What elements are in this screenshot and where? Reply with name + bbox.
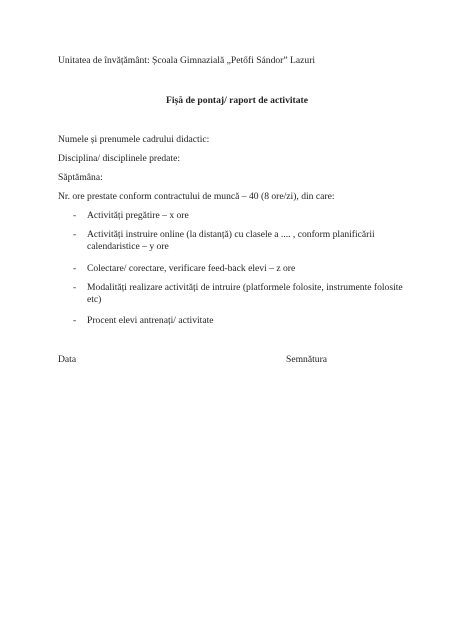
list-item-text: Procent elevi antrenați/ activitate — [87, 315, 214, 326]
bullet-dash: - — [73, 210, 77, 221]
signature-label: Semnătura — [286, 354, 328, 365]
field-hours: Nr. ore prestate conform contractului de muncă – 40 (8 ore/zi), din care: — [58, 191, 335, 202]
field-teacher-name: Numele și prenumele cadrului didactic: — [58, 134, 210, 145]
bullet-dash: - — [73, 282, 77, 293]
date-label: Data — [58, 354, 77, 365]
bullet-dash: - — [73, 315, 77, 326]
list-item-text: Activități pregătire – x ore — [87, 210, 189, 221]
list-item-text: Activități instruire online (la distanță) cu clasele a .... , conform planificării calendaristice – y ore — [87, 229, 375, 252]
list-item-text: Modalități realizare activități de intruire (platformele folosite, instrumente folosite etc) — [87, 282, 403, 305]
bullet-dash: - — [73, 229, 77, 240]
bullet-dash: - — [73, 263, 77, 274]
field-week: Săptămâna: — [58, 172, 103, 183]
school-line: Unitatea de învățământ: Școala Gimnazială „Petőfi Sándor” Lazuri — [58, 55, 316, 66]
list-item-text: Colectare/ corectare, verificare feed-back elevi – z ore — [87, 263, 296, 274]
document-title: Fișă de pontaj/ raport de activitate — [165, 95, 309, 106]
field-disciplines: Disciplina/ disciplinele predate: — [58, 153, 181, 164]
